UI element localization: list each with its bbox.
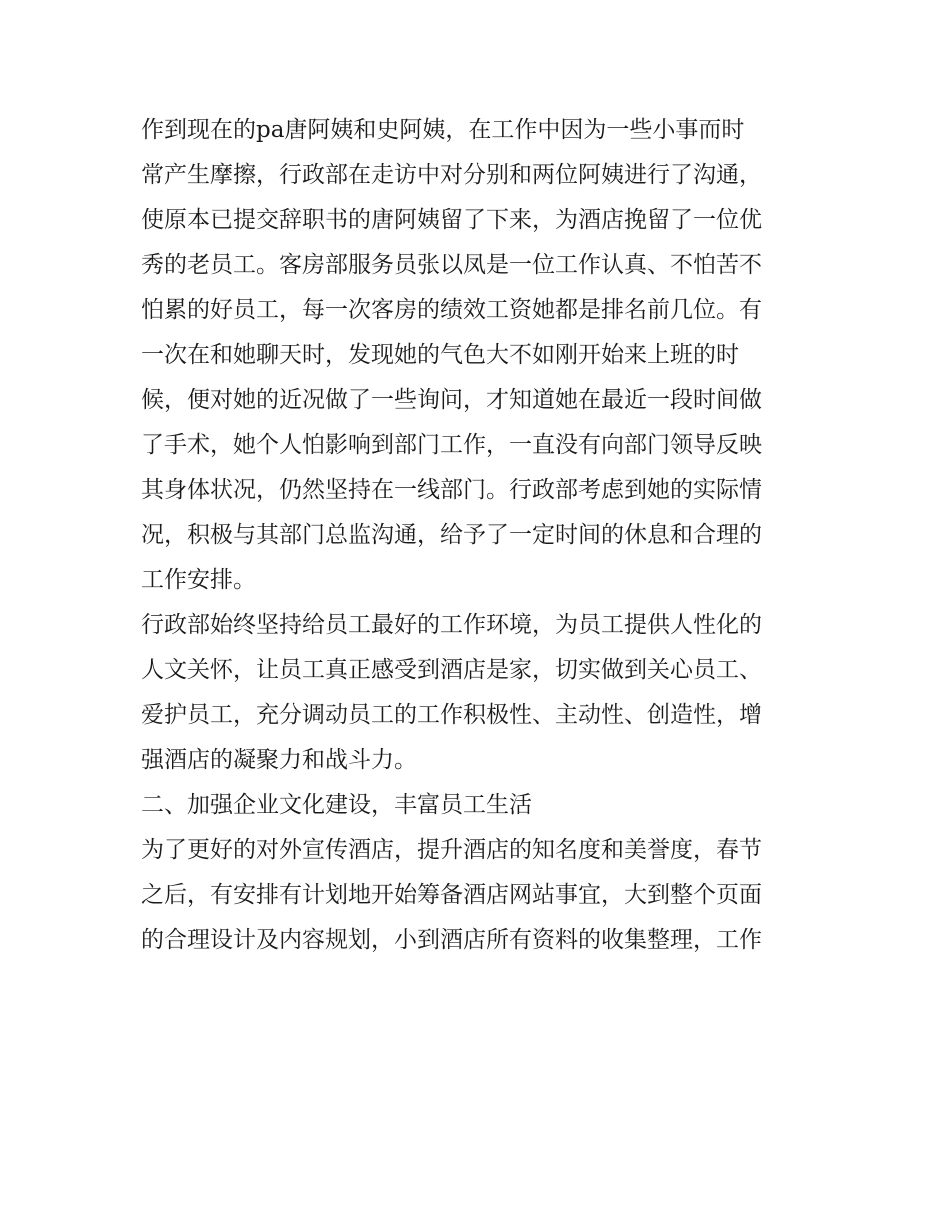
text-line: 一次在和她聊天时，发现她的气色大不如刚开始来上班的时: [141, 342, 739, 368]
text-line: 强酒店的凝聚力和战斗力。: [141, 747, 417, 773]
text-line: 其身体状况，仍然坚持在一线部门。行政部考虑到她的实际情: [141, 477, 762, 503]
text-line: 行政部始终坚持给员工最好的工作环境，为员工提供人性化的: [141, 612, 762, 638]
text-line: 使原本已提交辞职书的唐阿姨留了下来，为酒店挽留了一位优: [141, 207, 762, 233]
text-line: 爱护员工，充分调动员工的工作积极性、主动性、创造性，增: [141, 702, 762, 728]
text-line: 人文关怀，让员工真正感受到酒店是家，切实做到关心员工、: [141, 657, 762, 683]
text-line: 候，便对她的近况做了一些询问，才知道她在最近一段时间做: [141, 387, 762, 413]
document-body: [141, 108, 821, 963]
section-heading: 二、加强企业文化建设，丰富员工生活: [141, 792, 532, 818]
text-line: 之后，有安排有计划地开始筹备酒店网站事宜，大到整个页面: [141, 882, 762, 908]
text-line: 了手术，她个人怕影响到部门工作，一直没有向部门领导反映: [141, 432, 762, 458]
text-line: 为了更好的对外宣传酒店，提升酒店的知名度和美誉度，春节: [141, 837, 762, 863]
text-line: 工作安排。: [141, 567, 256, 593]
text-line: 常产生摩擦，行政部在走访中对分别和两位阿姨进行了沟通，: [141, 162, 762, 188]
text-line: 况，积极与其部门总监沟通，给予了一定时间的休息和合理的: [141, 522, 762, 548]
text-line: 秀的老员工。客房部服务员张以凤是一位工作认真、不怕苦不: [141, 252, 762, 278]
text-line: 的合理设计及内容规划，小到酒店所有资料的收集整理，工作: [141, 927, 762, 953]
text-line: 怕累的好员工，每一次客房的绩效工资她都是排名前几位。有: [141, 297, 762, 323]
text-line: 作到现在的pa唐阿姨和史阿姨，在工作中因为一些小事而时: [141, 117, 745, 143]
